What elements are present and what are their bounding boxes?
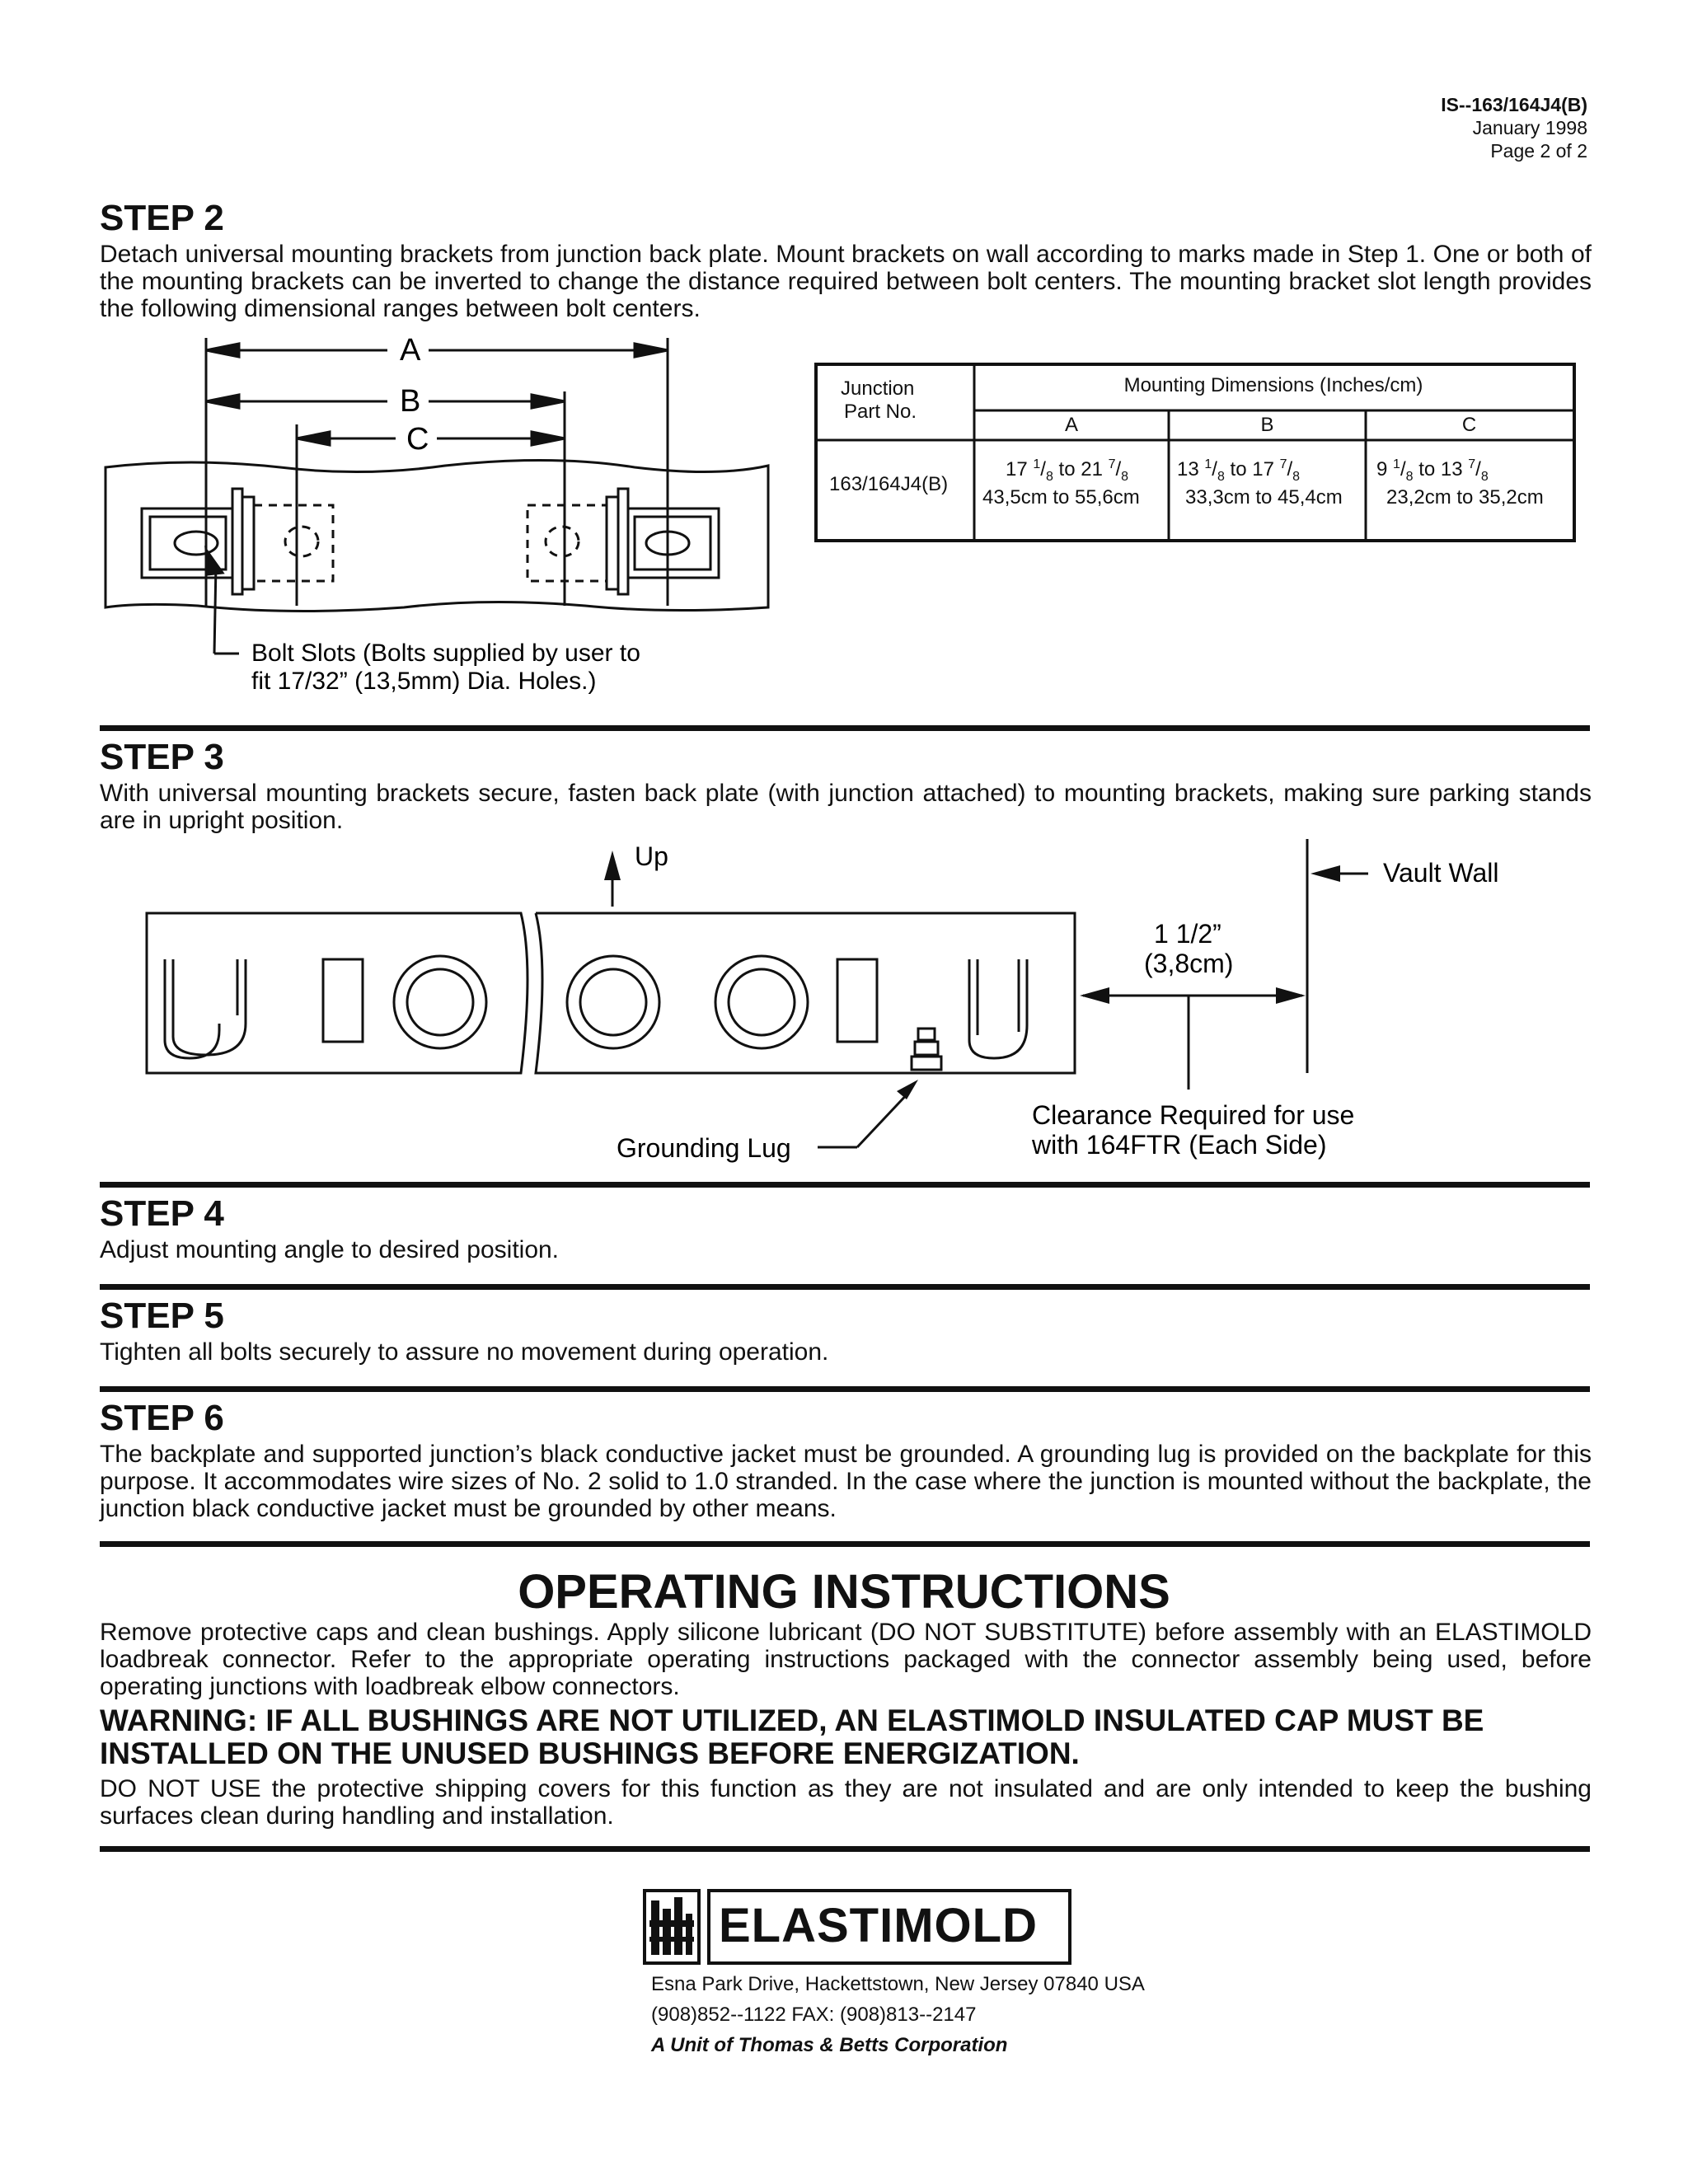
page-number: Page 2 of 2 [1490,140,1587,162]
step4-title: STEP 4 [100,1193,224,1234]
step2-text: Detach universal mounting brackets from junction back plate. Mount brackets on wall according to marks made in Step 1. One or both of the mounting brackets can be inverted to change the distance required between bolt centers. The mounting bracket slot length provides the following dimensional ranges between bolt centers. [100,241,1592,322]
step3-text: With universal mounting brackets secure, fasten back plate (with junction attached) to mounting brackets, making sure parking stands are in upright position. [100,780,1592,834]
divider-rule [100,1182,1590,1188]
b-inches-cell: 13 $^1/_8$ to 17 $^7/_8$ [1177,457,1301,484]
divider-rule [100,1284,1590,1290]
b-cm-cell: 33,3cm to 45,4cm [1185,486,1343,509]
c-cm-cell: 23,2cm to 35,2cm [1386,486,1544,509]
document-id: IS--163/164J4(B) [1441,94,1587,115]
col-a-header: A [1064,414,1078,436]
operating-text-1: Remove protective caps and clean bushings. Apply silicone lubricant (DO NOT SUBSTITUTE) before assembly with an ELASTIMOLD loadbreak connector. Refer to the appropriate operating instructions packaged with the connector assembly being used, before operating junctions with loadbreak elbow connectors. [100,1619,1592,1700]
step6-title: STEP 6 [100,1398,224,1438]
bracket-diagram [91,326,799,705]
logo-wordmark: ELASTIMOLD [719,1899,1038,1952]
vault-wall-label: Vault Wall [1383,858,1499,888]
bolt-slots-callout-2: fit 17/32” (13,5mm) Dia. Holes.) [251,668,597,695]
clearance-inches: 1 1/2” [1154,919,1221,949]
dim-label-a: A [400,333,421,368]
col-part-header-1: Junction [841,377,915,400]
clearance-cm: (3,8cm) [1144,949,1234,978]
part-number-cell: 163/164J4(B) [829,473,949,495]
col-part-header-2: Part No. [844,401,917,423]
warning-text: WARNING: IF ALL BUSHINGS ARE NOT UTILIZED, AN ELASTIMOLD INSULATED CAP MUST BE INSTALLED ON THE UNUSED BUSHINGS BEFORE ENERGIZATION. [100,1704,1484,1770]
bolt-slots-callout-1: Bolt Slots (Bolts supplied by user to [251,640,640,667]
col-b-header: B [1260,414,1274,436]
footer-address: Esna Park Drive, Hackettstown, New Jersey 07840 USA [651,1973,1145,1995]
document-date: January 1998 [1472,117,1587,138]
step3-title: STEP 3 [100,737,224,777]
step5-text: Tighten all bolts securely to assure no movement during operation. [100,1338,829,1366]
divider-rule [100,1386,1590,1392]
a-cm-cell: 43,5cm to 55,6cm [982,486,1140,509]
step6-text: The backplate and supported junction’s black conductive jacket must be grounded. A grounding lug is provided on the backplate for this purpose. It accommodates wire sizes of No. 2 solid to 1.0 stranded. In the case where the junction is mounted without the backplate, the junction black conductive jacket must be grounded by other means. [100,1441,1592,1522]
grounding-lug-label: Grounding Lug [617,1133,791,1163]
step5-title: STEP 5 [100,1296,224,1336]
divider-rule [100,1541,1590,1547]
divider-rule [100,1846,1590,1852]
back-plate-diagram [140,834,1541,1180]
up-label: Up [635,841,668,871]
elastimold-logo [643,1889,1071,1965]
operating-instructions-title: OPERATING INSTRUCTIONS [518,1565,1170,1619]
dim-label-c: C [406,422,429,457]
a-inches-cell: 17 $^1/_8$ to 21 $^7/_8$ [1006,457,1129,484]
step4-text: Adjust mounting angle to desired position. [100,1236,560,1263]
col-c-header: C [1461,414,1477,436]
footer-phone-fax: (908)852--1122 FAX: (908)813--2147 [651,2004,977,2026]
divider-rule [100,725,1590,731]
step2-title: STEP 2 [100,198,224,238]
group-header: Mounting Dimensions (Inches/cm) [1123,374,1423,396]
c-inches-cell: 9 $^1/_8$ to 13 $^7/_8$ [1376,457,1489,484]
footer-parent-company: A Unit of Thomas & Betts Corporation [651,2034,1008,2056]
document-header [1441,93,1587,162]
dim-label-b: B [400,384,421,419]
clearance-note-2: with 164FTR (Each Side) [1032,1130,1327,1160]
clearance-note-1: Clearance Required for use [1032,1100,1355,1130]
operating-text-2: DO NOT USE the protective shipping covers for this function as they are not insulated and are only intended to keep the bushing surfaces clean during handling and installation. [100,1775,1592,1830]
mounting-dimensions-table [814,363,1576,542]
